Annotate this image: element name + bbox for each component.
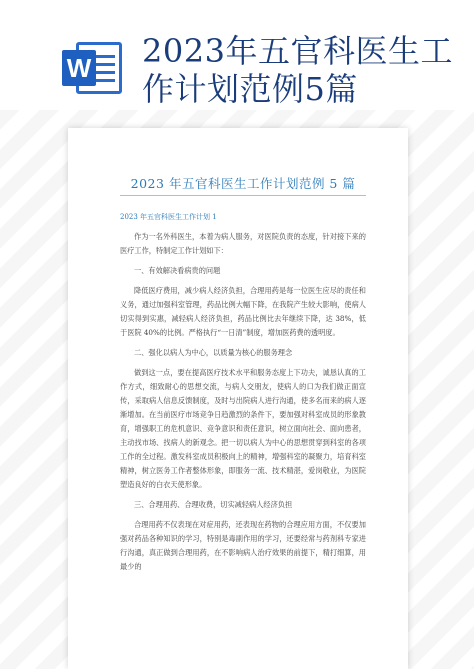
paragraph: 作为一名外科医生，本着为病人服务，对医院负责的态度，针对接下来的医疗工作，特制定工作计划如下： [120, 232, 366, 255]
word-letter: W [62, 50, 96, 86]
section-heading: 一、有效解决看病贵的问题 [134, 266, 221, 275]
document-page [68, 128, 408, 669]
paragraph: 合理用药不仅表现在对症用药，还表现在药物的合理应用方面，不仅要加强对药品各种知识的学习，特别是毒副作用的学习，还要经常与药剂科专家进行沟通，真正做到合理用药，在不影响病人治疗效果的前提下，精打细算，用最少的 [120, 520, 366, 571]
word-document-icon [62, 40, 124, 96]
header-banner [0, 0, 474, 120]
paragraph: 降低医疗费用，减少病人经济负担，合理用药是每一位医生应尽的责任和义务，通过加强科室管理，药品比例大幅下降，在我院产生较大影响，使病人切实得到实惠，减轻病人经济负担，药品比例比去年继续下降，达 38%，低于医院 40%的比例。严格执行“一日清”制度，增加医药费的透明度。 [120, 286, 366, 337]
page-heading: 2023 年五官科医生工作计划范例 5 篇 [120, 174, 366, 196]
paragraph: 做到这一点，要在提高医疗技术水平和服务态度上下功夫，诚恳认真的工作方式，细致耐心的思想交流，与病人交朋友，使病人的口为我们做正面宣传，采取病人信息反馈制度，及时与出院病人进行沟通，使多名而来的病人逐渐增加。在当前医疗市场竞争日趋激烈的条件下，要加强对科室成员的形象教育，增强职工的危机意识、竞争意识和责任意识，树立面向社会、面向患者，主动找市场、找病人的新观念。把一切以病人为中心的思想贯穿到科室的各项工作的全过程。激发科室成员积极向上的精神，增强科室的凝聚力，培育科室精神，树立医务工作者整体形象，即服务一流、技术精湛，爱岗敬业，为医院塑造良好的白衣天使形象。 [120, 368, 366, 489]
section-heading: 三、合理用药、合理收费，切实减轻病人经济负担 [134, 500, 293, 509]
section-subhead: 2023 年五官科医生工作计划 1 [120, 213, 217, 221]
section-heading: 二、强化以病人为中心，以质量为核心的服务理念 [134, 348, 293, 357]
document-title: 2023年五官科医生工作计划范例5篇 [142, 32, 453, 108]
page-content [120, 174, 366, 580]
body-text [120, 230, 366, 574]
